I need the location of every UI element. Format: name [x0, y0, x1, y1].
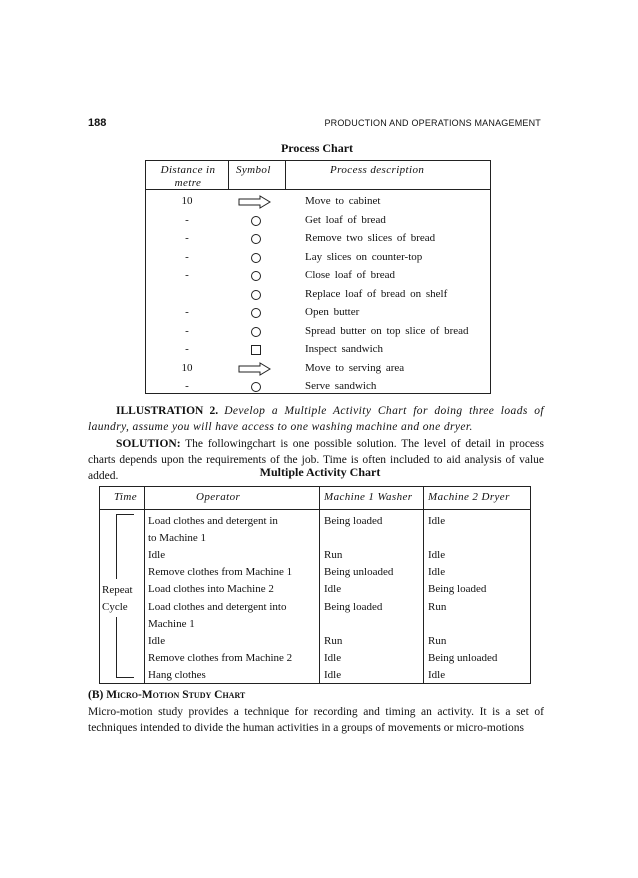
machine2-cell: Idle: [428, 566, 446, 579]
symbol-cell: [229, 193, 286, 211]
description-cell: Close loaf of bread: [305, 269, 395, 281]
machine2-cell: Run: [428, 600, 447, 613]
operator-cell: Load clothes and detergent into: [148, 600, 287, 613]
running-head: PRODUCTION AND OPERATIONS MANAGEMENT: [324, 118, 541, 128]
machine1-cell: Being unloaded: [324, 566, 394, 579]
process-row: [146, 193, 490, 211]
description-cell: Move to serving area: [305, 361, 405, 374]
distance-cell: -: [185, 269, 189, 281]
machine1-cell: Being loaded: [324, 600, 383, 613]
process-row: [146, 212, 490, 230]
multiple-activity-chart-header: [100, 487, 530, 510]
process-row: [146, 267, 490, 285]
illustration-text: Develop a Multiple Activity Chart for doing three loads of laundry, assume you will have access to one washing machine and one dryer.: [88, 405, 544, 433]
machine1-cell: Idle: [324, 651, 342, 664]
multiple-activity-chart-title: Multiple Activity Chart: [259, 465, 381, 479]
machine2-cell: Run: [428, 634, 447, 647]
machine1-cell: Being loaded: [324, 515, 383, 527]
activity-row: [100, 582, 530, 599]
operator-cell: Machine 1: [148, 617, 195, 630]
process-row: [146, 304, 490, 322]
distance-header: Distance in: [160, 164, 216, 176]
circle-icon: [251, 216, 261, 226]
machine1-cell: Idle: [324, 668, 342, 681]
machine2-cell: Being loaded: [428, 583, 487, 596]
process-row: [146, 249, 490, 267]
process-row: [146, 286, 490, 304]
symbol-cell: [229, 286, 286, 304]
process-row: [146, 323, 490, 341]
circle-icon: [251, 234, 261, 244]
description-cell: Inspect sandwich: [305, 343, 384, 355]
cycle-label: Cycle: [102, 601, 128, 613]
symbol-cell: [229, 267, 286, 285]
activity-row: [100, 668, 530, 685]
process-row: [146, 230, 490, 248]
operator-cell: Remove clothes from Machine 1: [148, 566, 293, 579]
column-divider: [285, 161, 286, 189]
description-cell: Replace loaf of bread on shelf: [305, 287, 448, 300]
distance-cell: 10: [181, 361, 193, 374]
machine2-header: Machine 2 Dryer: [428, 491, 510, 503]
circle-icon: [251, 253, 261, 263]
column-divider: [228, 161, 229, 189]
distance-cell: -: [185, 343, 189, 355]
operator-cell: Load clothes into Machine 2: [148, 583, 274, 596]
machine2-cell: Idle: [428, 549, 446, 562]
illustration-paragraph: [88, 403, 544, 435]
distance-cell: 10: [181, 195, 193, 207]
activity-row: [100, 531, 530, 548]
operator-cell: Remove clothes from Machine 2: [148, 651, 293, 664]
process-row: [146, 360, 490, 378]
activity-row: [100, 514, 530, 531]
square-icon: [251, 345, 261, 355]
process-row: [146, 341, 490, 359]
circle-icon: [251, 382, 261, 392]
description-cell: Spread butter on top slice of bread: [305, 324, 469, 337]
page-number: 188: [88, 117, 107, 129]
distance-cell: -: [185, 250, 189, 263]
circle-icon: [251, 327, 261, 337]
page-header: [88, 117, 541, 131]
circle-icon: [251, 308, 261, 318]
operator-cell: Load clothes and detergent in: [148, 515, 278, 527]
activity-row: [100, 617, 530, 634]
distance-cell: -: [185, 232, 189, 244]
time-header: Time: [114, 491, 137, 503]
arrow-icon: [238, 195, 272, 209]
description-cell: Remove two slices of bread: [305, 232, 436, 244]
process-chart-header: [146, 161, 490, 190]
description-cell: Open butter: [305, 306, 360, 318]
symbol-header: Symbol: [236, 164, 271, 176]
micro-motion-paragraph: Micro-motion study provides a technique for recording and timing an activity. It is a set of techniques intended to divide the human activities in a groups of movements or micro-motions: [88, 706, 544, 734]
symbol-cell: [229, 212, 286, 230]
description-header: Process description: [330, 164, 425, 176]
symbol-cell: [229, 378, 286, 396]
distance-cell: -: [185, 380, 189, 392]
micro-motion-heading-prefix: (B): [88, 689, 107, 701]
symbol-cell: [229, 304, 286, 322]
distance-cell: -: [185, 306, 189, 318]
multiple-activity-chart-table: [99, 486, 531, 684]
circle-icon: [251, 290, 261, 300]
activity-row: [100, 565, 530, 582]
operator-cell: Idle: [148, 634, 166, 647]
symbol-cell: [229, 323, 286, 341]
process-chart-table: [145, 160, 491, 394]
symbol-cell: [229, 341, 286, 359]
distance-cell: -: [185, 324, 189, 337]
description-cell: Move to cabinet: [305, 195, 381, 207]
description-cell: Lay slices on counter-top: [305, 250, 423, 263]
solution-label: SOLUTION:: [116, 438, 181, 450]
activity-row: [100, 600, 530, 617]
distance-unit-header: metre: [174, 177, 202, 189]
distance-cell: -: [185, 213, 189, 226]
circle-icon: [251, 271, 261, 281]
operator-header: Operator: [196, 491, 241, 503]
symbol-cell: [229, 249, 286, 267]
machine2-cell: Idle: [428, 668, 446, 681]
repeat-label: Repeat: [102, 584, 133, 596]
description-cell: Get loaf of bread: [305, 213, 386, 226]
machine2-cell: Idle: [428, 515, 446, 527]
machine1-cell: Run: [324, 634, 343, 647]
operator-cell: to Machine 1: [148, 532, 207, 545]
machine1-cell: Run: [324, 549, 343, 562]
activity-row: [100, 634, 530, 651]
illustration-label: ILLUSTRATION 2.: [116, 405, 219, 417]
micro-motion-heading: [88, 689, 245, 701]
operator-cell: Idle: [148, 549, 166, 562]
machine2-cell: Being unloaded: [428, 651, 498, 664]
operator-cell: Hang clothes: [148, 668, 206, 681]
activity-row: [100, 651, 530, 668]
process-row: [146, 378, 490, 396]
micro-motion-heading-title: Micro-Motion Study Chart: [106, 689, 246, 701]
machine1-cell: Idle: [324, 583, 342, 596]
activity-row: [100, 548, 530, 565]
arrow-icon: [238, 362, 272, 376]
description-cell: Serve sandwich: [305, 380, 377, 392]
solution-text: The followingchart is one possible solution. The level of detail in process charts depends upon the requirements of the job. Time is often included to aid analysis of value added.: [88, 438, 544, 482]
symbol-cell: [229, 230, 286, 248]
machine1-header: Machine 1 Washer: [324, 491, 413, 503]
symbol-cell: [229, 360, 286, 378]
process-chart-title: Process Chart: [280, 141, 354, 155]
